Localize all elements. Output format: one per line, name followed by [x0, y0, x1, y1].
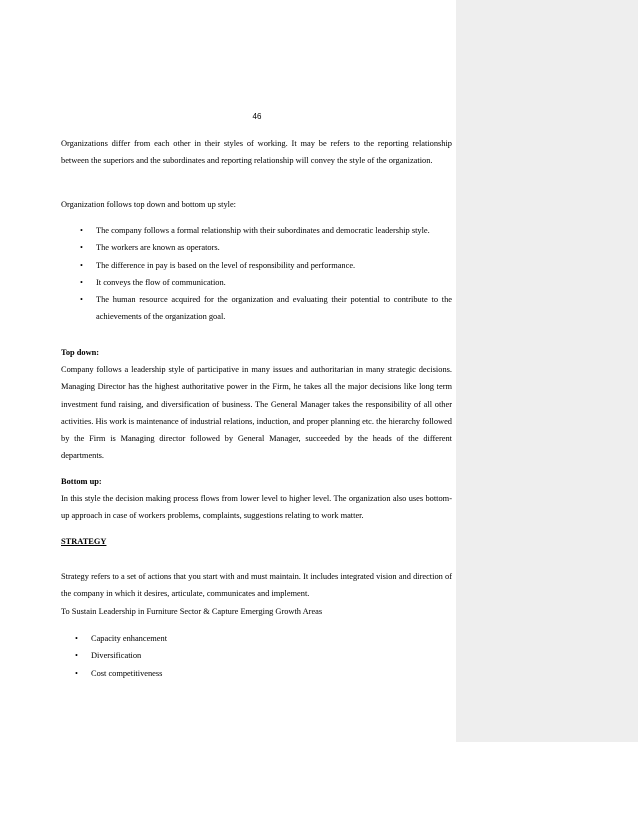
bottom-up-heading: Bottom up:: [61, 477, 102, 486]
bullet-icon: •: [80, 260, 83, 270]
top-down-paragraph: Company follows a leadership style of participative in many issues and authoritarian in many strategic decisions. Managing Director has the highest authoritative power in the Firm, he takes all the major decisions like long term investment fund raising, and diversification of business. The General Manager takes the responsibility of all other activities. His work is maintenance of industrial relations, induction, and proper planning etc. the hierarchy followed by the Firm is Managing director followed by General Manager, succeeded by the heads of the different departments.: [61, 365, 452, 461]
list-item: • The company follows a formal relationship with their subordinates and democratic leadership style.: [96, 222, 452, 239]
list-item: • Diversification: [91, 647, 452, 664]
sustain-paragraph: To Sustain Leadership in Furniture Sector & Capture Emerging Growth Areas: [61, 607, 323, 616]
list-item: • The workers are known as operators.: [96, 239, 452, 256]
bullet-icon: •: [80, 243, 83, 253]
page-number: 46: [252, 112, 262, 121]
bullet-icon: •: [75, 668, 78, 678]
list-item: • The human resource acquired for the organization and evaluating their potential to contribute to the achievements of the organization goal.: [96, 291, 452, 326]
bullet-icon: •: [80, 226, 83, 235]
list-item: • The difference in pay is based on the level of responsibility and performance.: [96, 257, 452, 274]
bullet-icon: •: [75, 634, 78, 643]
list-item: • It conveys the flow of communication.: [96, 274, 452, 291]
bullet-icon: •: [75, 651, 78, 661]
bottom-up-paragraph: In this style the decision making process flows from lower level to higher level. The organization also uses bottom-up approach in case of workers problems, complaints, suggestions relating to work matter.: [61, 494, 452, 521]
strategy-bullet-list: [61, 630, 452, 682]
bullet-icon: •: [80, 295, 83, 305]
strategy-paragraph: Strategy refers to a set of actions that you start with and must maintain. It includes integrated vision and direction of the company in which it desires, articulate, communicates and implement.: [61, 572, 452, 599]
styles-paragraph: Organization follows top down and bottom up style:: [61, 200, 237, 209]
comment-pane: [456, 0, 638, 742]
list-item: • Capacity enhancement: [91, 630, 452, 647]
style-bullet-list: [61, 222, 452, 326]
list-item: • Cost competitiveness: [91, 665, 452, 682]
strategy-heading: STRATEGY: [61, 537, 107, 546]
bullet-icon: •: [80, 277, 83, 287]
top-down-heading: Top down:: [61, 348, 100, 357]
intro-paragraph: Organizations differ from each other in their styles of working. It may be refers to the reporting relationship between the superiors and the subordinates and reporting relationship will convey the style of the organization.: [61, 139, 452, 166]
